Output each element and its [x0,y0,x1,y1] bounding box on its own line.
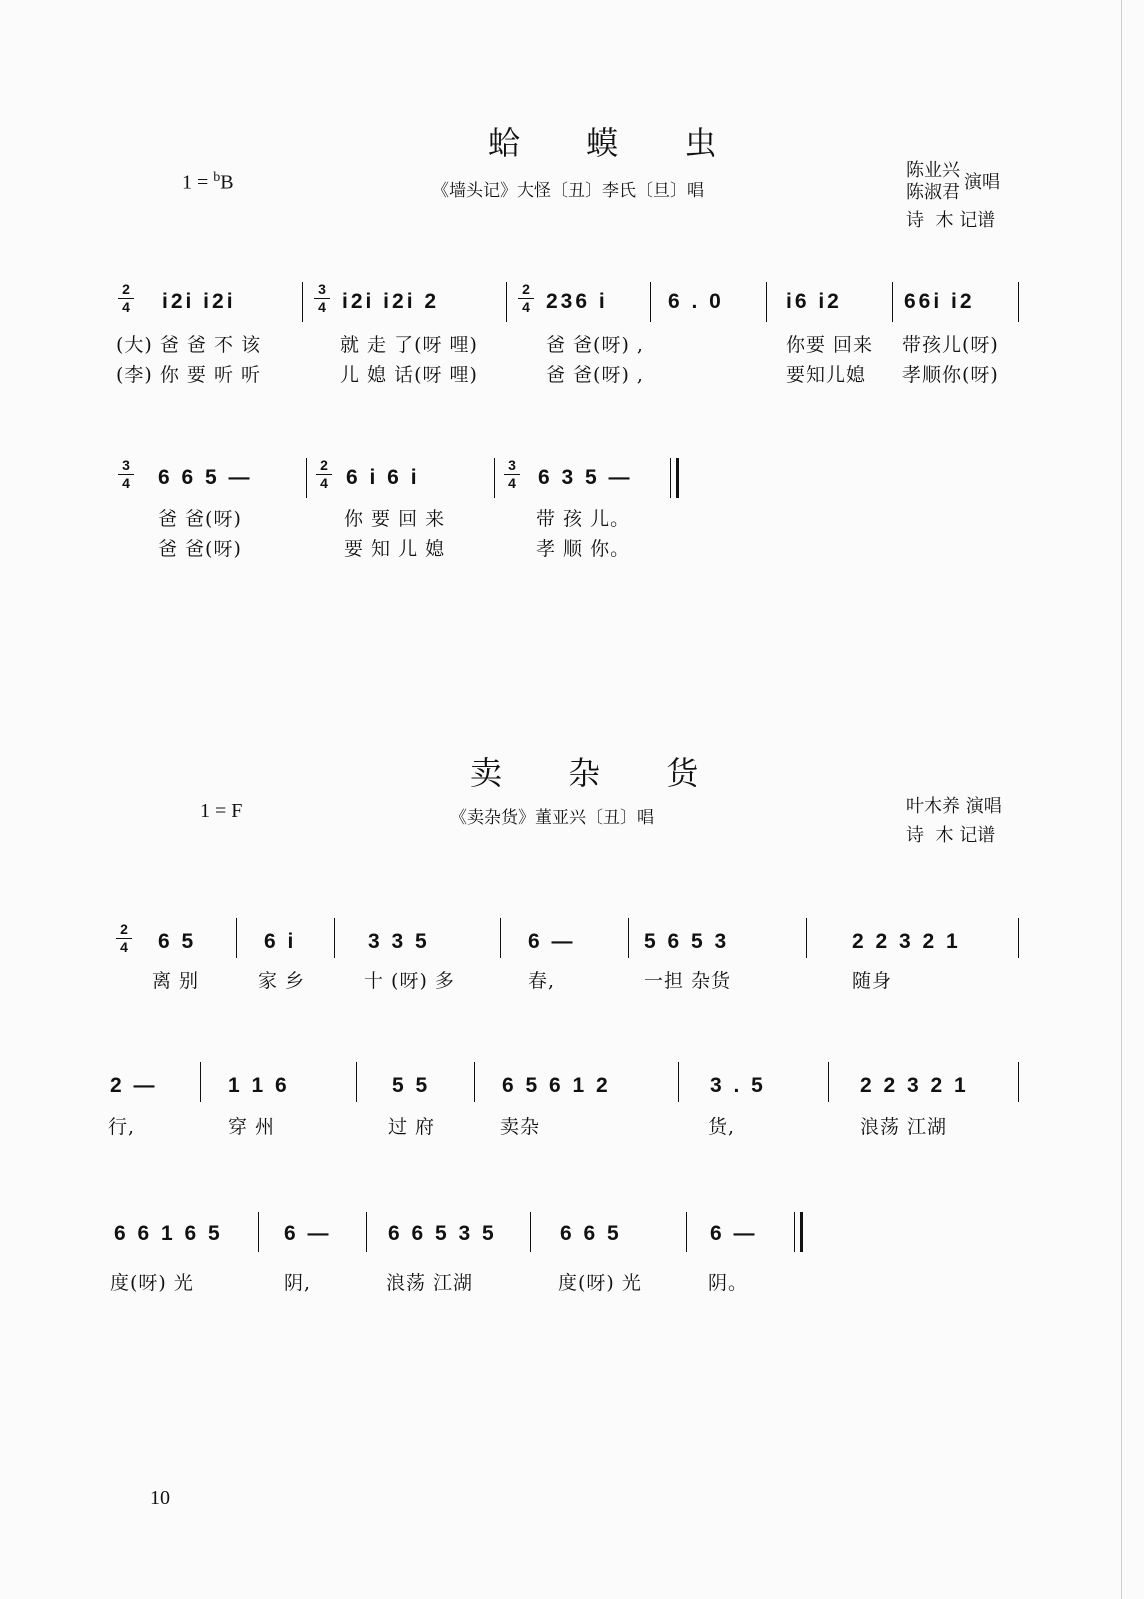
meter-den: 4 [522,299,530,315]
s2l1-lyric-1: 离 别 [152,970,200,992]
barline [302,282,303,322]
meter-s1l1-c [518,282,534,315]
s1l1-lyric-b2: 儿 媳 话(呀 哩) [340,364,478,386]
song1-key-note: B [220,171,234,194]
song1-notation-line [906,206,1000,235]
final-barline-thin [670,458,671,498]
s2l2-lyric-3: 过 府 [388,1116,436,1138]
meter-s1l2-b [316,458,332,491]
song1-credits [906,160,1000,235]
s2l3-lyric-4: 度(呀) 光 [558,1272,642,1294]
final-barline-thin [794,1212,795,1252]
barline [530,1212,531,1252]
s1l1-lyric-a5: 带孩儿(呀) [902,334,999,356]
song1-performer-role: 演唱 [964,171,1000,193]
s1l2-lyric-a3: 带 孩 儿。 [536,508,631,530]
song1-performer-line [906,160,1000,204]
s1l1-lyric-b4: 要知儿媳 [786,364,867,386]
barline [828,1062,829,1102]
s2l3-measure-2: 6 — [284,1222,332,1245]
s2l2-measure-1: 2 — [110,1074,158,1097]
s2l3-measure-4: 6 6 5 [560,1222,622,1245]
s2l2-measure-2: 1 1 6 [228,1074,290,1097]
s1l1-lyric-b1: (李) 你 要 听 听 [116,364,261,386]
meter-den: 4 [320,475,328,491]
s1l1-lyric-a4: 你要 回来 [786,334,874,356]
meter-num: 3 [122,457,130,473]
s1l2-measure-2: 6 i 6 i [346,466,420,489]
song2-performer-line [906,792,1002,821]
meter-s1l2-a [118,458,134,491]
page-edge [1121,0,1122,1599]
s2l2-lyric-4: 卖杂 [500,1116,541,1138]
s1l1-lyric-a2: 就 走 了(呀 哩) [340,334,478,356]
s1l1-lyric-b5: 孝顺你(呀) [902,364,999,386]
s2l3-lyric-2: 阴, [284,1272,312,1294]
s2l1-lyric-4: 春, [528,970,556,992]
s1l2-measure-1: 6 6 5 — [158,466,253,489]
s1l1-lyric-b3: 爸 爸(呀) , [546,364,644,386]
meter-s2 [116,922,132,955]
s2l3-measure-5: 6 — [710,1222,758,1245]
meter-num: 2 [522,281,530,297]
s1l1-measure-5: i6 i2 [786,290,842,313]
song2-performer-role: 演唱 [965,796,1002,817]
barline [500,918,501,958]
song1-key [182,170,234,195]
meter-den: 4 [318,299,326,315]
song1-notation-role: 记谱 [959,210,996,231]
s1l1-lyric-a1: (大) 爸 爸 不 该 [116,334,261,356]
barline [366,1212,367,1252]
meter-num: 3 [318,281,326,297]
s2l1-measure-1: 6 5 [158,930,197,953]
meter-s1l2-c [504,458,520,491]
song1-performer-2: 陈淑君 [906,182,960,203]
s1l1-measure-1: i2i i2i [162,290,236,313]
song1-key-flat: b [213,170,221,185]
s2l1-measure-3: 3 3 5 [368,930,430,953]
barline [1018,282,1019,322]
s2l1-measure-6: 2 2 3 2 1 [852,930,961,953]
s1l2-lyric-a2: 你 要 回 来 [344,508,446,530]
barline [686,1212,687,1252]
song1-title: 蛤 蟆 虫 [488,124,745,162]
s2l1-lyric-6: 随身 [852,970,893,992]
s2l3-lyric-3: 浪荡 江湖 [386,1272,474,1294]
meter-num: 2 [120,921,128,937]
s1l2-lyric-b1: 爸 爸(呀) [158,538,242,560]
s2l1-measure-2: 6 i [264,930,297,953]
final-barline-thick [800,1212,803,1252]
song1-source: 《墙头记》大怪〔丑〕李氏〔旦〕唱 [432,181,704,201]
song1-performer-1: 陈业兴 [906,160,960,181]
barline [494,458,495,498]
barline [474,1062,475,1102]
final-barline-thick [676,458,679,498]
s1l2-lyric-a1: 爸 爸(呀) [158,508,242,530]
s1l1-lyric-a3: 爸 爸(呀) , [546,334,644,356]
song2-notation-role: 记谱 [959,825,996,846]
song1-notation-by: 诗 木 [906,210,954,231]
s2l1-measure-5: 5 6 5 3 [644,930,730,953]
s2l1-lyric-3: 十 (呀) 多 [364,970,455,992]
s2l2-measure-3: 5 5 [392,1074,431,1097]
barline [892,282,893,322]
barline [356,1062,357,1102]
meter-num: 2 [122,281,130,297]
s2l3-lyric-5: 阴。 [708,1272,749,1294]
barline [1018,918,1019,958]
barline [236,918,237,958]
meter-s1l1-b [314,282,330,315]
barline [766,282,767,322]
song2-notation-line [906,821,1002,850]
song2-key: 1 = F [200,800,243,822]
s1l1-measure-6: 66i i2 [904,290,975,313]
s1l1-measure-4: 6 . 0 [668,290,724,313]
meter-den: 4 [120,939,128,955]
song2-performer: 叶木养 [906,796,960,817]
barline [306,458,307,498]
song2-source: 《卖杂货》董亚兴〔丑〕唱 [450,808,654,828]
s1l2-measure-3: 6 3 5 — [538,466,633,489]
s1l2-lyric-b2: 要 知 儿 媳 [344,538,446,560]
page-number: 10 [150,1487,170,1509]
s2l2-lyric-6: 浪荡 江湖 [860,1116,948,1138]
s2l2-measure-6: 2 2 3 2 1 [860,1074,969,1097]
meter-num: 3 [508,457,516,473]
song1-performers [906,160,960,204]
barline [334,918,335,958]
barline [628,918,629,958]
s2l1-lyric-2: 家 乡 [258,970,306,992]
meter-num: 2 [320,457,328,473]
s2l3-measure-3: 6 6 5 3 5 [388,1222,497,1245]
meter-den: 4 [122,475,130,491]
song1-key-prefix: 1 = [182,171,214,194]
s2l2-lyric-5: 货, [708,1116,736,1138]
meter-s1l1-a [118,282,134,315]
barline [200,1062,201,1102]
s1l1-measure-2: i2i i2i 2 [342,290,440,313]
s2l2-measure-4: 6 5 6 1 2 [502,1074,611,1097]
s2l2-lyric-1: 行, [108,1116,136,1138]
meter-den: 4 [508,475,516,491]
song2-title: 卖 杂 货 [470,754,727,792]
s2l2-lyric-2: 穿 州 [228,1116,276,1138]
barline [678,1062,679,1102]
s2l1-lyric-5: 一担 杂货 [644,970,732,992]
s2l3-measure-1: 6 6 1 6 5 [114,1222,223,1245]
barline [650,282,651,322]
barline [258,1212,259,1252]
barline [806,918,807,958]
s1l2-lyric-b3: 孝 顺 你。 [536,538,631,560]
s2l3-lyric-1: 度(呀) 光 [110,1272,194,1294]
song2-notation-by: 诗 木 [906,825,954,846]
meter-den: 4 [122,299,130,315]
s2l2-measure-5: 3 . 5 [710,1074,766,1097]
s1l1-measure-3: 236 i [546,290,608,313]
barline [1018,1062,1019,1102]
s2l1-measure-4: 6 — [528,930,576,953]
song2-credits [906,792,1002,850]
barline [506,282,507,322]
